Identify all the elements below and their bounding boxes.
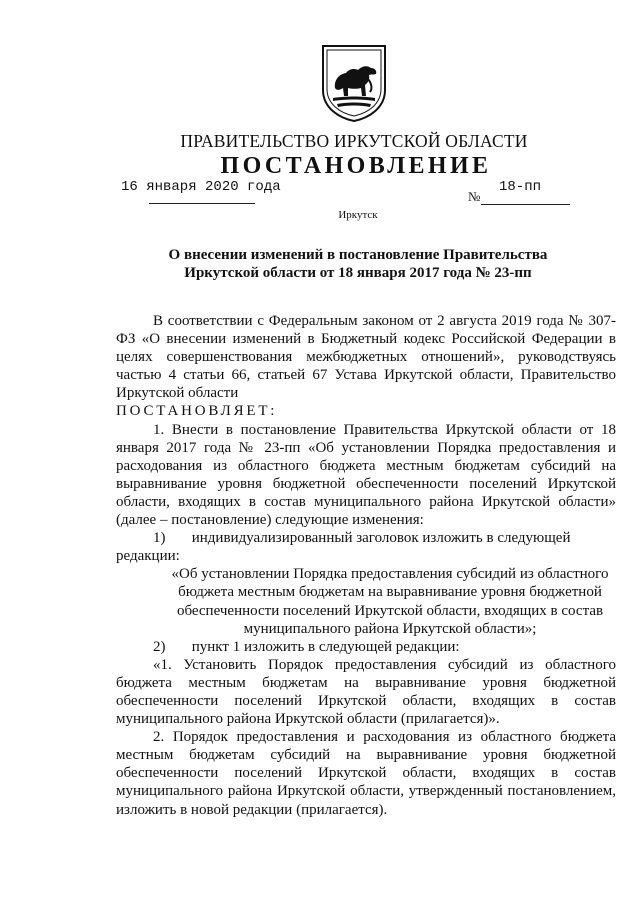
document-number: 18-пп: [499, 179, 542, 195]
quote-1-line-1: «Об установлении Порядка предоставления субсидий из областного: [171, 566, 609, 583]
preamble-paragraph: В соответствии с Федеральным законом от 2 августа 2019 года № 307-ФЗ «О внесении изменений в Бюджетный кодекс Российской Федерации в целях совершенствования межбюджетных отношений», руководствуясь частью 4 статьи 66, статьей 67 Устава Иркутской области, Правительство Иркутской области: [116, 313, 616, 402]
resolves-heading: ПОСТАНОВЛЯЕТ:: [116, 403, 278, 420]
coat-of-arms-icon: [321, 44, 387, 122]
subitem-2-number: 2): [153, 638, 166, 655]
quote-1-line-4: муниципального района Иркутской области»;: [243, 620, 537, 637]
quote-1-line-3: обеспеченности поселений Иркутской области, входящих в состав: [176, 602, 604, 619]
subitem-2-text: пункт 1 изложить в следующей редакции:: [191, 638, 460, 655]
subitem-1-line: [116, 529, 616, 547]
subitem-1-number: 1): [153, 530, 166, 547]
number-underline: [481, 204, 570, 205]
document-type: ПОСТАНОВЛЕНИЕ: [220, 153, 492, 179]
item-2-paragraph: 2. Порядок предоставления и расходования из областного бюджета местным бюджетам субсидий на выравнивание уровня бюджетной обеспеченности поселений Иркутской области, входящих в состав муниципального района Иркутской области, утвержденный постановлением, изложить в новой редакции (прилагается).: [116, 729, 616, 818]
subitem-1-text: индивидуализированный заголовок изложить в следующей: [191, 530, 571, 547]
government-name: ПРАВИТЕЛЬСТВО ИРКУТСКОЙ ОБЛАСТИ: [180, 131, 528, 151]
number-sign: №: [468, 189, 481, 204]
document-date: 16 января 2020 года: [121, 179, 281, 195]
document-title: [150, 246, 566, 282]
city-name: Иркутск: [338, 209, 378, 221]
title-line-1: О внесении изменений в постановление Правительства: [168, 247, 548, 263]
document-body: [116, 312, 616, 819]
date-underline: [149, 203, 255, 204]
quote-1-line-2: бюджета местным бюджетам на выравнивание уровня бюджетной: [178, 584, 602, 601]
subitem-1-continuation: редакции:: [116, 548, 180, 565]
quote-2-paragraph: «1. Установить Порядок предоставления субсидий из областного бюджета местным бюджетам на выравнивание уровня бюджетной обеспеченности поселений Иркутской области, входящих в состав муниципального района Иркутской области (прилагается)».: [116, 656, 616, 728]
subitem-2-line: [116, 638, 616, 656]
title-line-2: Иркутской области от 18 января 2017 года № 23-пп: [184, 265, 532, 281]
item-1-paragraph: 1. Внести в постановление Правительства Иркутской области от 18 января 2017 года № 23-пп «Об установлении Порядка предоставления и расходования из областного бюджета местным бюджетам субсидий на выравнивание уровня бюджетной обеспеченности поселений Иркутской области, входящих в состав муниципального района Иркутской области» (далее – постановление) следующие изменения:: [116, 421, 616, 529]
